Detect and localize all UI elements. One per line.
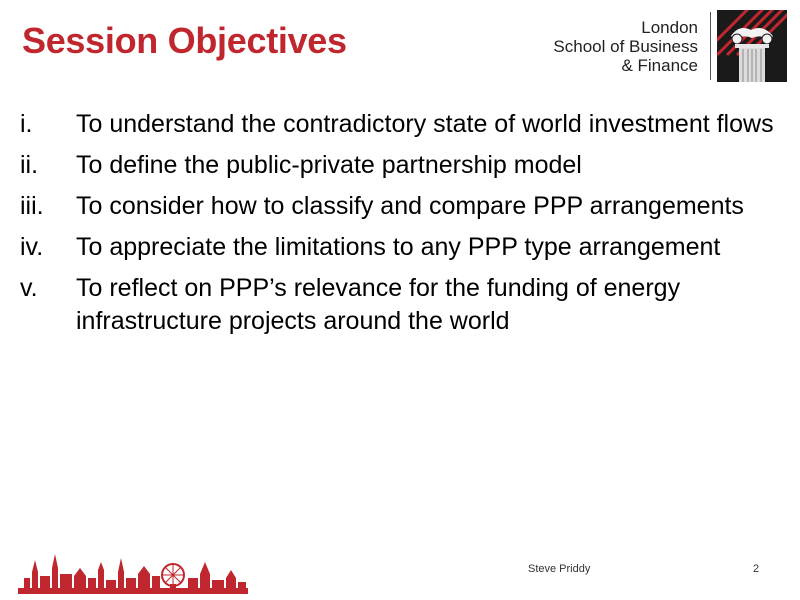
objective-item [20,190,780,223]
objective-numeral: v. [20,274,38,302]
objective-item [20,231,780,264]
objective-text: To define the public-private partnership model [76,151,582,179]
objective-text: To appreciate the limitations to any PPP type arrangement [76,233,721,261]
slide-title: Session Objectives [22,20,347,61]
objective-text: To consider how to classify and compare PPP arrangements [76,192,744,220]
school-logo [553,8,790,84]
objective-numeral: ii. [20,151,39,179]
london-skyline-icon [18,548,248,594]
classical-column-icon [717,10,787,82]
objective-numeral: i. [20,110,33,138]
logo-text [553,18,698,75]
logo-line-1: London [641,18,698,37]
logo-divider [710,12,711,80]
objective-numeral: iii. [20,192,44,220]
objectives-list [20,108,780,346]
objective-item [20,108,780,141]
objective-text: To understand the contradictory state of world investment flows [76,110,774,138]
slide-number: 2 [753,563,760,575]
logo-line-2: School of Business [553,37,698,56]
objective-text: To reflect on PPP’s relevance for the funding of energy infrastructure projects around the world [76,274,681,335]
footer-author: Steve Priddy [528,563,591,575]
logo-line-3: & Finance [621,56,698,75]
objective-numeral: iv. [20,233,44,261]
objective-item [20,272,780,338]
objective-item [20,149,780,182]
